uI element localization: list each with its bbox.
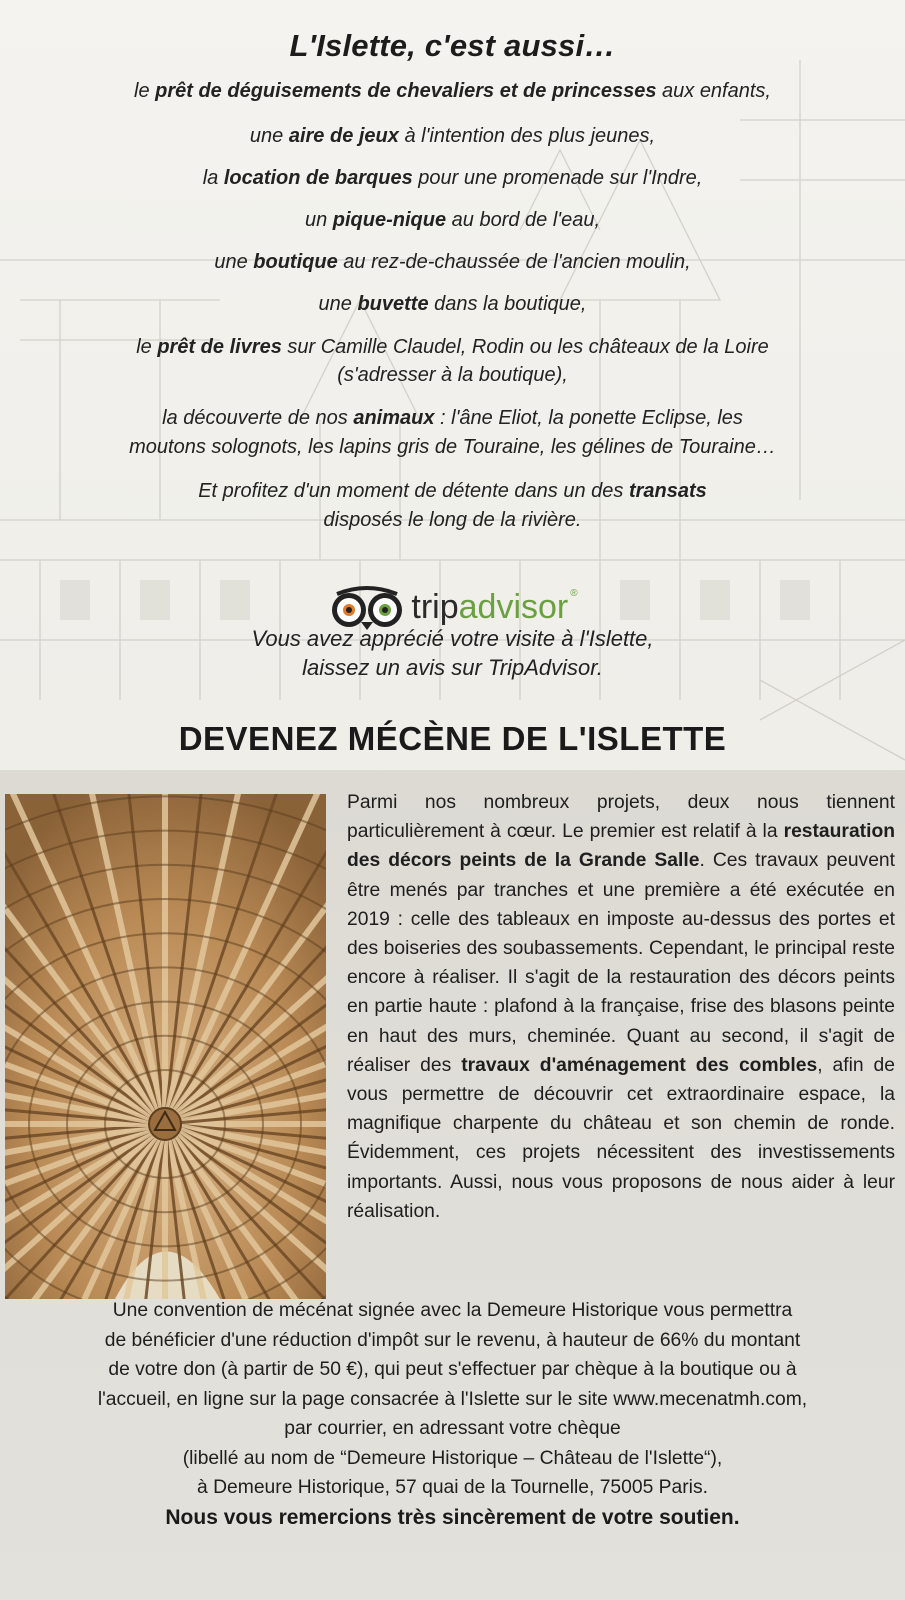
- intro-line: le prêt de livres sur Camille Claudel, Rodin ou les châteaux de la Loire: [136, 336, 769, 358]
- intro-line: la location de barques pour une promenade sur l'Indre,: [202, 167, 703, 189]
- intro-line: la découverte de nos animaux : l'âne Eliot, la ponette Eclipse, les: [162, 407, 743, 429]
- donation-line: (libellé au nom de “Demeure Historique – Château de l'Islette“),: [182, 1448, 723, 1469]
- thanks-line: Nous vous remercions très sincèrement de votre soutien.: [165, 1506, 740, 1529]
- roof-timber-photo: [5, 794, 326, 1299]
- intro-line: Et profitez d'un moment de détente dans un des transats: [198, 480, 707, 502]
- tripadvisor-message-line2: laissez un avis sur TripAdvisor.: [302, 655, 603, 680]
- intro-line: une buvette dans la boutique,: [318, 293, 587, 315]
- donation-line: par courrier, en adressant votre chèque: [284, 1418, 621, 1439]
- intro-line: disposés le long de la rivière.: [323, 509, 582, 531]
- intro-line: une boutique au rez-de-chaussée de l'ancien moulin,: [214, 251, 691, 273]
- donation-line: à Demeure Historique, 57 quai de la Tournelle, 75005 Paris.: [197, 1477, 708, 1498]
- mecene-title: DEVENEZ MÉCÈNE DE L'ISLETTE: [178, 720, 727, 757]
- intro-line: un pique-nique au bord de l'eau,: [304, 209, 601, 231]
- intro-line: moutons solognots, les lapins gris de Touraine, les gélines de Touraine…: [129, 436, 776, 458]
- donation-line: l'accueil, en ligne sur la page consacrée à l'Islette sur le site www.mecenatmh.com,: [97, 1389, 808, 1410]
- intro-section: [0, 0, 905, 760]
- intro-line: le prêt de déguisements de chevaliers et de princesses aux enfants,: [134, 80, 771, 102]
- tripadvisor-wordmark: tripadvisor ®: [411, 587, 578, 626]
- mecene-paragraph: Parmi nos nombreux projets, deux nous tiennent particulièrement à cœur. Le premier est relatif à la restauration des décors peints de la Grande Salle. Ces travaux peuvent être menés par tranches et une première a été exécutée en 2019 : celle des tableaux en imposte au-dessus des portes et des boiseries des soubassements. Cependant, le principal reste encore à réaliser. Il s'agit de la restauration des décors peints en partie haute : plafond à la française, frise des blasons peinte en haut des murs, cheminée. Quant au second, il s'agit de réaliser des travaux d'aménagement des combles, afin de vous permettre de découvrir cet extraordinaire espace, la magnifique charpente du château et son chemin de ronde. Évidemment, ces projets nécessitent des investissements importants. Aussi, nous vous proposons de nous aider à leur réalisation.: [347, 792, 895, 1222]
- donation-line: de bénéficier d'une réduction d'impôt sur le revenu, à hauteur de 66% du montant: [104, 1330, 801, 1351]
- intro-line: (s'adresser à la boutique),: [337, 364, 568, 386]
- donation-line: Une convention de mécénat signée avec la Demeure Historique vous permettra: [112, 1300, 793, 1321]
- tripadvisor-message-line1: Vous avez apprécié votre visite à l'Islette,: [251, 626, 654, 651]
- roof-frame-illustration: [5, 794, 326, 1299]
- mecene-section: [0, 770, 905, 1600]
- intro-title: L'Islette, c'est aussi…: [289, 28, 616, 63]
- donation-line: de votre don (à partir de 50 €), qui peut s'effectuer par chèque à la boutique ou à: [108, 1359, 797, 1380]
- intro-line: une aire de jeux à l'intention des plus jeunes,: [249, 125, 656, 147]
